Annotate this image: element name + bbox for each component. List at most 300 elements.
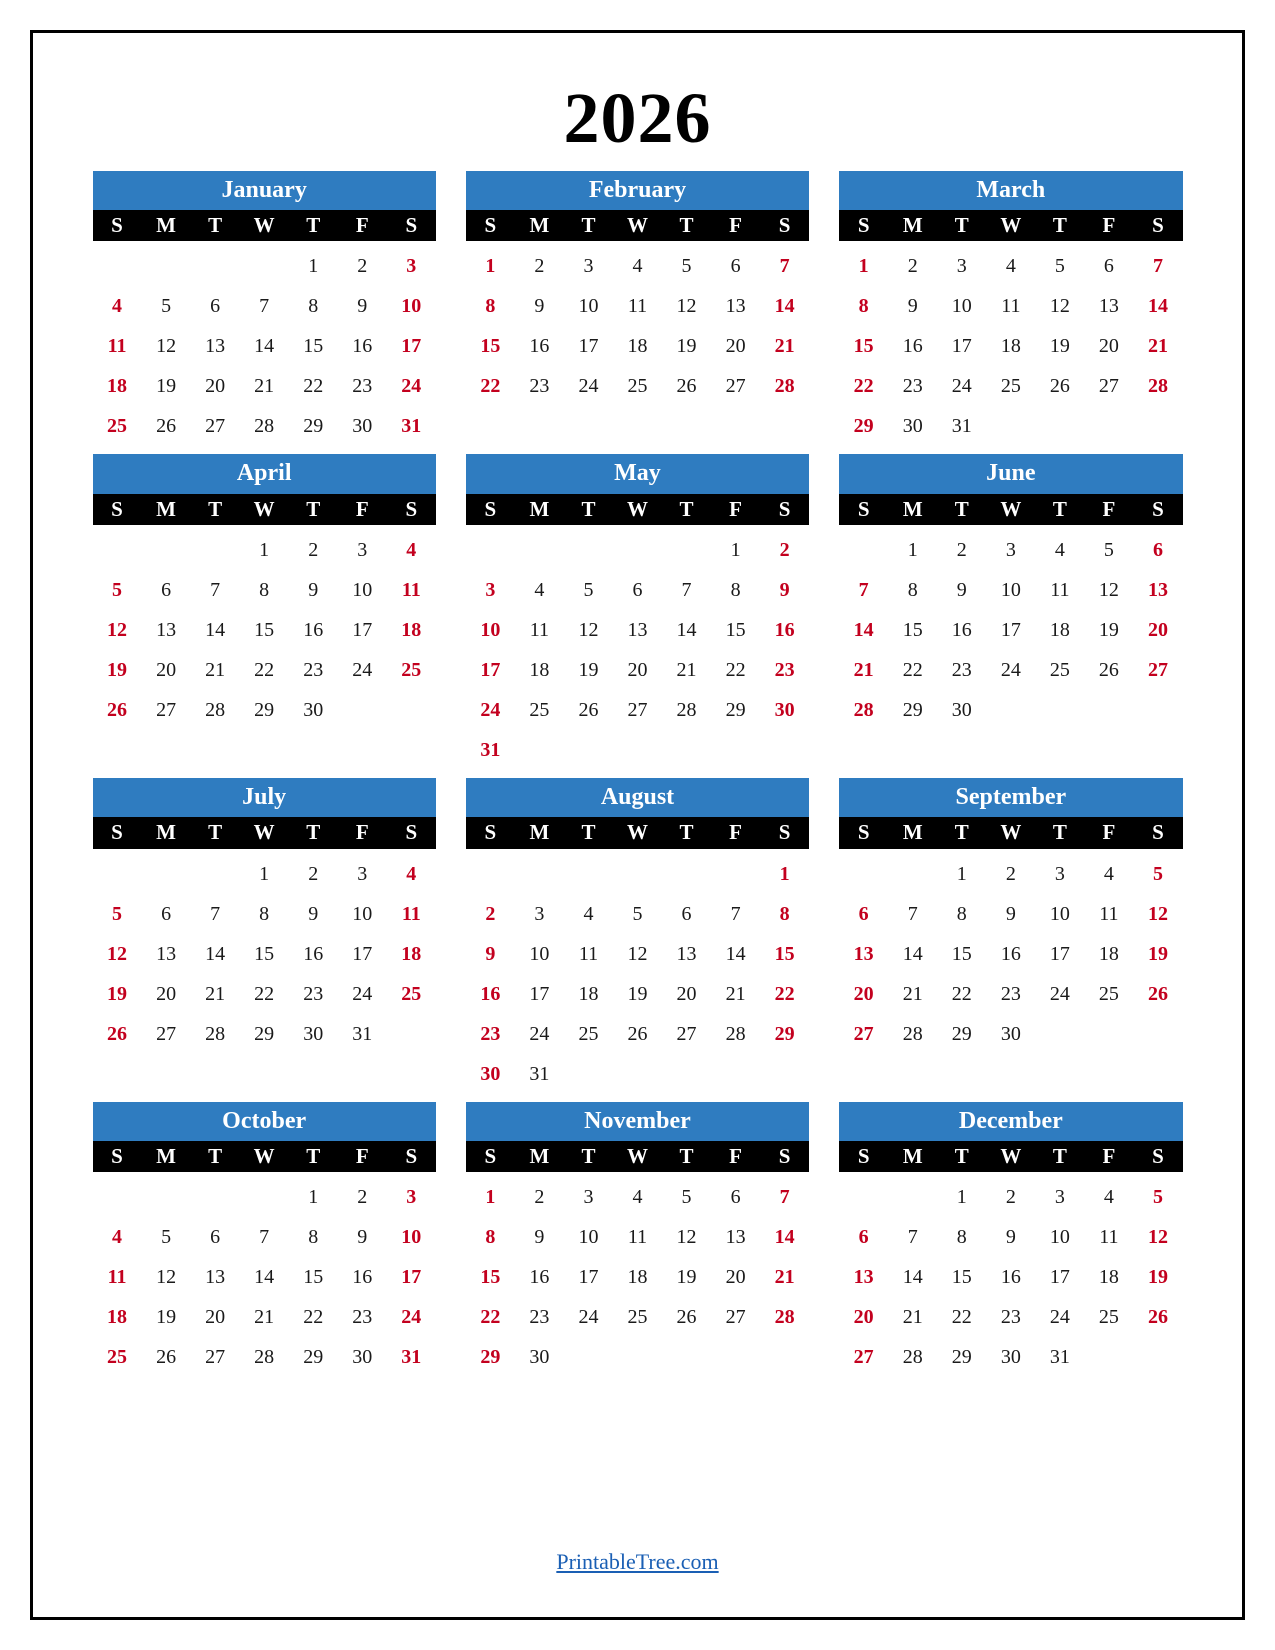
- day-cell[interactable]: 7: [210, 578, 221, 601]
- day-cell[interactable]: 11: [1050, 578, 1070, 601]
- day-cell[interactable]: 24: [578, 1306, 599, 1329]
- day-cell[interactable]: 19: [107, 982, 128, 1005]
- day-cell[interactable]: 20: [853, 1306, 874, 1329]
- day-cell[interactable]: 27: [627, 698, 648, 721]
- day-cell[interactable]: 27: [156, 698, 177, 721]
- day-cell[interactable]: 16: [529, 1266, 550, 1289]
- day-cell[interactable]: 3: [357, 538, 368, 561]
- day-cell[interactable]: 1: [308, 255, 319, 278]
- day-cell[interactable]: 24: [401, 1306, 422, 1329]
- day-cell[interactable]: 3: [956, 255, 967, 278]
- day-cell[interactable]: 25: [578, 1022, 599, 1045]
- day-cell[interactable]: 19: [1098, 618, 1119, 641]
- day-cell[interactable]: 3: [583, 1186, 594, 1209]
- day-cell[interactable]: 22: [902, 658, 923, 681]
- day-cell[interactable]: 26: [156, 1346, 177, 1369]
- day-cell[interactable]: 22: [853, 375, 874, 398]
- day-cell[interactable]: 23: [951, 658, 972, 681]
- day-cell[interactable]: 30: [529, 1346, 550, 1369]
- day-cell[interactable]: 13: [676, 942, 697, 965]
- day-cell[interactable]: 22: [254, 982, 275, 1005]
- day-cell[interactable]: 1: [858, 255, 869, 278]
- day-cell[interactable]: 8: [730, 578, 741, 601]
- day-cell[interactable]: 3: [406, 255, 417, 278]
- day-cell[interactable]: 15: [480, 335, 501, 358]
- day-cell[interactable]: 1: [730, 538, 741, 561]
- day-cell[interactable]: 26: [1147, 1306, 1168, 1329]
- day-cell[interactable]: 1: [485, 255, 496, 278]
- day-cell[interactable]: 27: [725, 375, 746, 398]
- day-cell[interactable]: 6: [632, 578, 643, 601]
- day-cell[interactable]: 2: [308, 538, 319, 561]
- day-cell[interactable]: 13: [725, 1226, 746, 1249]
- day-cell[interactable]: 29: [951, 1346, 972, 1369]
- day-cell[interactable]: 6: [730, 1186, 741, 1209]
- day-cell[interactable]: 22: [951, 982, 972, 1005]
- day-cell[interactable]: 13: [156, 942, 177, 965]
- day-cell[interactable]: 14: [774, 295, 795, 318]
- day-cell[interactable]: 27: [156, 1022, 177, 1045]
- day-cell[interactable]: 7: [1152, 255, 1163, 278]
- day-cell[interactable]: 19: [1049, 335, 1070, 358]
- day-cell[interactable]: 31: [529, 1062, 550, 1085]
- day-cell[interactable]: 17: [578, 335, 599, 358]
- day-cell[interactable]: 23: [480, 1022, 501, 1045]
- day-cell[interactable]: 20: [156, 658, 177, 681]
- day-cell[interactable]: 29: [303, 1346, 324, 1369]
- day-cell[interactable]: 30: [303, 698, 324, 721]
- day-cell[interactable]: 11: [529, 618, 550, 641]
- day-cell[interactable]: 25: [1000, 375, 1021, 398]
- day-cell[interactable]: 29: [303, 415, 324, 438]
- day-cell[interactable]: 17: [529, 982, 550, 1005]
- day-cell[interactable]: 10: [401, 1226, 422, 1249]
- day-cell[interactable]: 28: [774, 1306, 795, 1329]
- day-cell[interactable]: 13: [205, 335, 226, 358]
- day-cell[interactable]: 19: [107, 658, 128, 681]
- day-cell[interactable]: 19: [627, 982, 648, 1005]
- day-cell[interactable]: 20: [1147, 618, 1168, 641]
- day-cell[interactable]: 21: [1147, 335, 1168, 358]
- day-cell[interactable]: 24: [1049, 982, 1070, 1005]
- day-cell[interactable]: 25: [529, 698, 550, 721]
- day-cell[interactable]: 12: [107, 942, 128, 965]
- day-cell[interactable]: 24: [352, 658, 373, 681]
- day-cell[interactable]: 17: [1049, 942, 1070, 965]
- day-cell[interactable]: 25: [627, 375, 648, 398]
- day-cell[interactable]: 22: [303, 375, 324, 398]
- day-cell[interactable]: 26: [627, 1022, 648, 1045]
- day-cell[interactable]: 15: [725, 618, 746, 641]
- day-cell[interactable]: 21: [725, 982, 746, 1005]
- day-cell[interactable]: 14: [853, 618, 874, 641]
- day-cell[interactable]: 23: [1000, 982, 1021, 1005]
- day-cell[interactable]: 29: [902, 698, 923, 721]
- day-cell[interactable]: 18: [1049, 618, 1070, 641]
- day-cell[interactable]: 15: [774, 942, 795, 965]
- day-cell[interactable]: 5: [1152, 862, 1163, 885]
- day-cell[interactable]: 22: [480, 1306, 501, 1329]
- day-cell[interactable]: 17: [352, 618, 373, 641]
- day-cell[interactable]: 28: [254, 415, 275, 438]
- day-cell[interactable]: 19: [578, 658, 599, 681]
- footer-link[interactable]: PrintableTree.com: [556, 1549, 719, 1574]
- day-cell[interactable]: 10: [1049, 902, 1070, 925]
- day-cell[interactable]: 3: [583, 255, 594, 278]
- day-cell[interactable]: 9: [1005, 1226, 1016, 1249]
- day-cell[interactable]: 31: [352, 1022, 373, 1045]
- day-cell[interactable]: 7: [210, 902, 221, 925]
- day-cell[interactable]: 30: [352, 1346, 373, 1369]
- day-cell[interactable]: 3: [1054, 1186, 1065, 1209]
- day-cell[interactable]: 30: [303, 1022, 324, 1045]
- day-cell[interactable]: 1: [779, 862, 790, 885]
- day-cell[interactable]: 15: [480, 1266, 501, 1289]
- day-cell[interactable]: 3: [485, 578, 496, 601]
- day-cell[interactable]: 29: [254, 698, 275, 721]
- day-cell[interactable]: 10: [480, 618, 501, 641]
- day-cell[interactable]: 27: [205, 415, 226, 438]
- day-cell[interactable]: 14: [254, 1266, 275, 1289]
- day-cell[interactable]: 24: [1049, 1306, 1070, 1329]
- day-cell[interactable]: 4: [534, 578, 545, 601]
- day-cell[interactable]: 26: [156, 415, 177, 438]
- day-cell[interactable]: 7: [779, 255, 790, 278]
- day-cell[interactable]: 13: [156, 618, 177, 641]
- day-cell[interactable]: 16: [529, 335, 550, 358]
- day-cell[interactable]: 21: [254, 375, 275, 398]
- day-cell[interactable]: 18: [1098, 942, 1119, 965]
- day-cell[interactable]: 16: [1000, 942, 1021, 965]
- day-cell[interactable]: 17: [401, 335, 422, 358]
- day-cell[interactable]: 10: [1049, 1226, 1070, 1249]
- day-cell[interactable]: 2: [1005, 862, 1016, 885]
- day-cell[interactable]: 12: [676, 295, 697, 318]
- day-cell[interactable]: 1: [259, 862, 270, 885]
- day-cell[interactable]: 3: [406, 1186, 417, 1209]
- day-cell[interactable]: 21: [774, 1266, 795, 1289]
- day-cell[interactable]: 14: [1147, 295, 1168, 318]
- day-cell[interactable]: 12: [578, 618, 599, 641]
- day-cell[interactable]: 24: [352, 982, 373, 1005]
- day-cell[interactable]: 12: [1147, 1226, 1168, 1249]
- day-cell[interactable]: 8: [956, 1226, 967, 1249]
- day-cell[interactable]: 5: [1054, 255, 1065, 278]
- day-cell[interactable]: 15: [303, 335, 324, 358]
- day-cell[interactable]: 28: [1147, 375, 1168, 398]
- day-cell[interactable]: 9: [1005, 902, 1016, 925]
- day-cell[interactable]: 16: [774, 618, 795, 641]
- day-cell[interactable]: 25: [1098, 982, 1119, 1005]
- day-cell[interactable]: 2: [956, 538, 967, 561]
- day-cell[interactable]: 12: [156, 1266, 177, 1289]
- day-cell[interactable]: 13: [205, 1266, 226, 1289]
- day-cell[interactable]: 17: [1000, 618, 1021, 641]
- day-cell[interactable]: 21: [902, 1306, 923, 1329]
- day-cell[interactable]: 26: [107, 698, 128, 721]
- day-cell[interactable]: 10: [352, 902, 373, 925]
- day-cell[interactable]: 18: [107, 375, 128, 398]
- day-cell[interactable]: 6: [858, 1226, 869, 1249]
- day-cell[interactable]: 27: [676, 1022, 697, 1045]
- day-cell[interactable]: 29: [725, 698, 746, 721]
- day-cell[interactable]: 16: [902, 335, 923, 358]
- day-cell[interactable]: 8: [485, 1226, 496, 1249]
- day-cell[interactable]: 9: [956, 578, 967, 601]
- day-cell[interactable]: 6: [730, 255, 741, 278]
- day-cell[interactable]: 4: [1103, 1186, 1114, 1209]
- day-cell[interactable]: 20: [205, 1306, 226, 1329]
- day-cell[interactable]: 16: [352, 1266, 373, 1289]
- day-cell[interactable]: 8: [956, 902, 967, 925]
- day-cell[interactable]: 20: [1098, 335, 1119, 358]
- day-cell[interactable]: 15: [951, 942, 972, 965]
- day-cell[interactable]: 8: [308, 295, 319, 318]
- day-cell[interactable]: 2: [357, 1186, 368, 1209]
- day-cell[interactable]: 7: [259, 295, 270, 318]
- day-cell[interactable]: 6: [1103, 255, 1114, 278]
- day-cell[interactable]: 2: [907, 255, 918, 278]
- day-cell[interactable]: 4: [632, 1186, 643, 1209]
- day-cell[interactable]: 27: [725, 1306, 746, 1329]
- day-cell[interactable]: 4: [632, 255, 643, 278]
- day-cell[interactable]: 23: [902, 375, 923, 398]
- day-cell[interactable]: 23: [1000, 1306, 1021, 1329]
- day-cell[interactable]: 28: [676, 698, 697, 721]
- day-cell[interactable]: 7: [907, 902, 918, 925]
- day-cell[interactable]: 24: [951, 375, 972, 398]
- day-cell[interactable]: 21: [205, 658, 226, 681]
- day-cell[interactable]: 16: [951, 618, 972, 641]
- day-cell[interactable]: 21: [205, 982, 226, 1005]
- day-cell[interactable]: 11: [107, 335, 127, 358]
- day-cell[interactable]: 27: [853, 1022, 874, 1045]
- day-cell[interactable]: 15: [254, 942, 275, 965]
- day-cell[interactable]: 9: [485, 942, 496, 965]
- day-cell[interactable]: 23: [352, 375, 373, 398]
- day-cell[interactable]: 30: [1000, 1346, 1021, 1369]
- day-cell[interactable]: 19: [1147, 1266, 1168, 1289]
- day-cell[interactable]: 5: [161, 1226, 172, 1249]
- day-cell[interactable]: 1: [485, 1186, 496, 1209]
- day-cell[interactable]: 18: [529, 658, 550, 681]
- day-cell[interactable]: 9: [357, 295, 368, 318]
- day-cell[interactable]: 6: [210, 295, 221, 318]
- day-cell[interactable]: 8: [259, 578, 270, 601]
- day-cell[interactable]: 7: [779, 1186, 790, 1209]
- day-cell[interactable]: 12: [1049, 295, 1070, 318]
- day-cell[interactable]: 14: [725, 942, 746, 965]
- day-cell[interactable]: 5: [112, 902, 123, 925]
- day-cell[interactable]: 3: [357, 862, 368, 885]
- day-cell[interactable]: 18: [401, 618, 422, 641]
- day-cell[interactable]: 5: [632, 902, 643, 925]
- day-cell[interactable]: 24: [480, 698, 501, 721]
- day-cell[interactable]: 14: [902, 942, 923, 965]
- day-cell[interactable]: 28: [205, 698, 226, 721]
- day-cell[interactable]: 11: [1099, 902, 1119, 925]
- day-cell[interactable]: 8: [485, 295, 496, 318]
- day-cell[interactable]: 9: [357, 1226, 368, 1249]
- day-cell[interactable]: 13: [853, 942, 874, 965]
- day-cell[interactable]: 10: [578, 295, 599, 318]
- day-cell[interactable]: 20: [676, 982, 697, 1005]
- day-cell[interactable]: 29: [951, 1022, 972, 1045]
- day-cell[interactable]: 28: [853, 698, 874, 721]
- day-cell[interactable]: 30: [902, 415, 923, 438]
- day-cell[interactable]: 16: [303, 618, 324, 641]
- day-cell[interactable]: 13: [1147, 578, 1168, 601]
- day-cell[interactable]: 4: [1005, 255, 1016, 278]
- day-cell[interactable]: 20: [156, 982, 177, 1005]
- day-cell[interactable]: 1: [259, 538, 270, 561]
- day-cell[interactable]: 23: [303, 982, 324, 1005]
- day-cell[interactable]: 15: [951, 1266, 972, 1289]
- day-cell[interactable]: 14: [676, 618, 697, 641]
- day-cell[interactable]: 27: [1098, 375, 1119, 398]
- day-cell[interactable]: 9: [308, 578, 319, 601]
- day-cell[interactable]: 11: [627, 295, 648, 318]
- day-cell[interactable]: 11: [627, 1226, 648, 1249]
- day-cell[interactable]: 12: [676, 1226, 697, 1249]
- day-cell[interactable]: 17: [480, 658, 501, 681]
- day-cell[interactable]: 25: [1098, 1306, 1119, 1329]
- day-cell[interactable]: 31: [951, 415, 972, 438]
- day-cell[interactable]: 18: [1098, 1266, 1119, 1289]
- day-cell[interactable]: 11: [107, 1266, 127, 1289]
- day-cell[interactable]: 23: [529, 1306, 550, 1329]
- day-cell[interactable]: 28: [902, 1346, 923, 1369]
- day-cell[interactable]: 11: [1099, 1226, 1119, 1249]
- day-cell[interactable]: 14: [774, 1226, 795, 1249]
- day-cell[interactable]: 26: [1147, 982, 1168, 1005]
- day-cell[interactable]: 26: [676, 1306, 697, 1329]
- day-cell[interactable]: 25: [107, 1346, 128, 1369]
- day-cell[interactable]: 10: [352, 578, 373, 601]
- day-cell[interactable]: 12: [107, 618, 128, 641]
- day-cell[interactable]: 24: [529, 1022, 550, 1045]
- day-cell[interactable]: 30: [352, 415, 373, 438]
- day-cell[interactable]: 13: [853, 1266, 874, 1289]
- day-cell[interactable]: 27: [853, 1346, 874, 1369]
- day-cell[interactable]: 7: [907, 1226, 918, 1249]
- day-cell[interactable]: 4: [1103, 862, 1114, 885]
- day-cell[interactable]: 31: [480, 738, 501, 761]
- day-cell[interactable]: 21: [254, 1306, 275, 1329]
- day-cell[interactable]: 8: [907, 578, 918, 601]
- day-cell[interactable]: 30: [1000, 1022, 1021, 1045]
- day-cell[interactable]: 22: [254, 658, 275, 681]
- day-cell[interactable]: 13: [725, 295, 746, 318]
- day-cell[interactable]: 27: [205, 1346, 226, 1369]
- day-cell[interactable]: 8: [858, 295, 869, 318]
- day-cell[interactable]: 30: [480, 1062, 501, 1085]
- day-cell[interactable]: 19: [156, 375, 177, 398]
- day-cell[interactable]: 1: [308, 1186, 319, 1209]
- day-cell[interactable]: 10: [401, 295, 422, 318]
- day-cell[interactable]: 25: [401, 658, 422, 681]
- day-cell[interactable]: 15: [254, 618, 275, 641]
- day-cell[interactable]: 2: [534, 1186, 545, 1209]
- day-cell[interactable]: 14: [902, 1266, 923, 1289]
- day-cell[interactable]: 2: [308, 862, 319, 885]
- day-cell[interactable]: 11: [578, 942, 599, 965]
- day-cell[interactable]: 4: [112, 1226, 123, 1249]
- day-cell[interactable]: 21: [676, 658, 697, 681]
- day-cell[interactable]: 12: [627, 942, 648, 965]
- day-cell[interactable]: 25: [401, 982, 422, 1005]
- day-cell[interactable]: 23: [303, 658, 324, 681]
- day-cell[interactable]: 29: [480, 1346, 501, 1369]
- day-cell[interactable]: 25: [627, 1306, 648, 1329]
- day-cell[interactable]: 31: [401, 415, 422, 438]
- day-cell[interactable]: 20: [205, 375, 226, 398]
- day-cell[interactable]: 16: [1000, 1266, 1021, 1289]
- day-cell[interactable]: 17: [1049, 1266, 1070, 1289]
- day-cell[interactable]: 30: [951, 698, 972, 721]
- day-cell[interactable]: 24: [578, 375, 599, 398]
- day-cell[interactable]: 23: [529, 375, 550, 398]
- day-cell[interactable]: 26: [107, 1022, 128, 1045]
- day-cell[interactable]: 17: [352, 942, 373, 965]
- day-cell[interactable]: 23: [352, 1306, 373, 1329]
- day-cell[interactable]: 10: [1000, 578, 1021, 601]
- day-cell[interactable]: 24: [401, 375, 422, 398]
- day-cell[interactable]: 5: [681, 1186, 692, 1209]
- day-cell[interactable]: 5: [112, 578, 123, 601]
- day-cell[interactable]: 4: [1054, 538, 1065, 561]
- day-cell[interactable]: 6: [1152, 538, 1163, 561]
- day-cell[interactable]: 14: [254, 335, 275, 358]
- day-cell[interactable]: 1: [956, 1186, 967, 1209]
- day-cell[interactable]: 18: [627, 335, 648, 358]
- day-cell[interactable]: 26: [676, 375, 697, 398]
- day-cell[interactable]: 4: [112, 295, 123, 318]
- day-cell[interactable]: 17: [951, 335, 972, 358]
- day-cell[interactable]: 26: [1049, 375, 1070, 398]
- day-cell[interactable]: 4: [406, 538, 417, 561]
- day-cell[interactable]: 20: [853, 982, 874, 1005]
- day-cell[interactable]: 20: [627, 658, 648, 681]
- day-cell[interactable]: 26: [1098, 658, 1119, 681]
- day-cell[interactable]: 6: [210, 1226, 221, 1249]
- day-cell[interactable]: 5: [583, 578, 594, 601]
- day-cell[interactable]: 5: [1152, 1186, 1163, 1209]
- day-cell[interactable]: 13: [627, 618, 648, 641]
- day-cell[interactable]: 2: [485, 902, 496, 925]
- day-cell[interactable]: 28: [774, 375, 795, 398]
- day-cell[interactable]: 19: [676, 1266, 697, 1289]
- day-cell[interactable]: 19: [1147, 942, 1168, 965]
- day-cell[interactable]: 23: [774, 658, 795, 681]
- day-cell[interactable]: 17: [401, 1266, 422, 1289]
- day-cell[interactable]: 8: [308, 1226, 319, 1249]
- day-cell[interactable]: 6: [161, 578, 172, 601]
- day-cell[interactable]: 7: [681, 578, 692, 601]
- day-cell[interactable]: 8: [779, 902, 790, 925]
- day-cell[interactable]: 9: [907, 295, 918, 318]
- day-cell[interactable]: 31: [1049, 1346, 1070, 1369]
- day-cell[interactable]: 2: [534, 255, 545, 278]
- day-cell[interactable]: 9: [779, 578, 790, 601]
- day-cell[interactable]: 24: [1000, 658, 1021, 681]
- day-cell[interactable]: 15: [303, 1266, 324, 1289]
- day-cell[interactable]: 22: [774, 982, 795, 1005]
- day-cell[interactable]: 3: [534, 902, 545, 925]
- day-cell[interactable]: 21: [853, 658, 874, 681]
- day-cell[interactable]: 14: [205, 618, 226, 641]
- day-cell[interactable]: 25: [1049, 658, 1070, 681]
